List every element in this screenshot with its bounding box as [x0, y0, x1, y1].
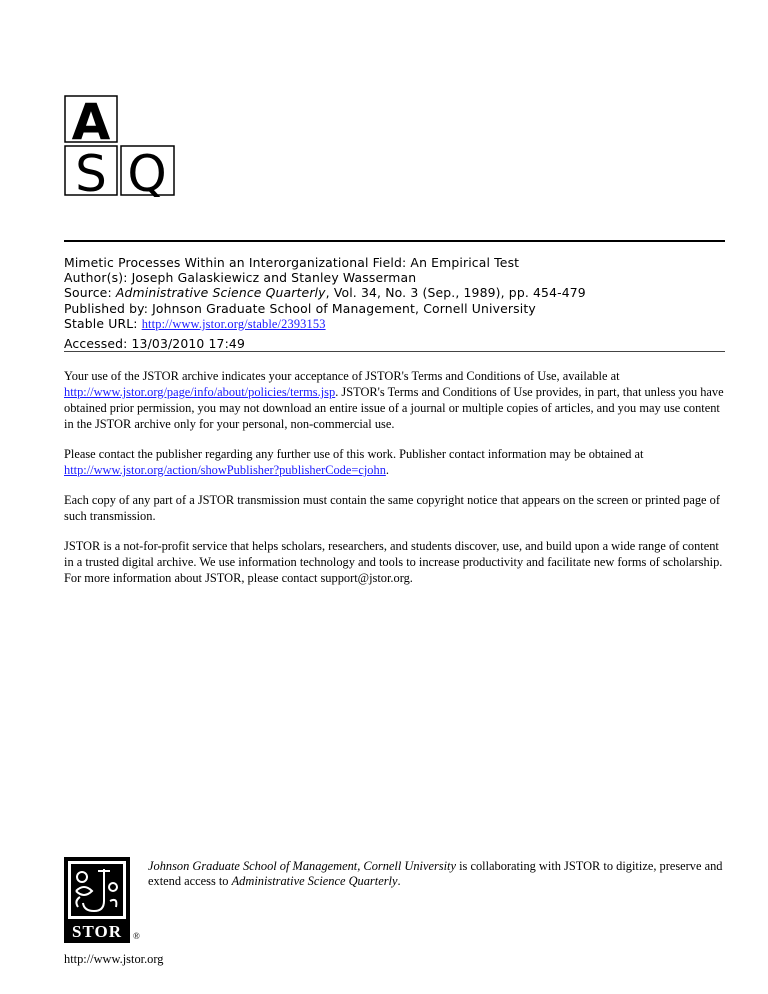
stable-url-link[interactable]: http://www.jstor.org/stable/2393153	[141, 316, 326, 331]
article-source: Source: Administrative Science Quarterly, Vol. 34, No. 3 (Sep., 1989), pp. 454-479	[64, 285, 586, 301]
article-authors: Author(s): Joseph Galaskiewicz and Stanley Wasserman	[64, 270, 417, 286]
logo-letter-s: S	[75, 145, 107, 197]
collab-publisher: Johnson Graduate School of Management, Cornell University	[148, 859, 456, 873]
terms-paragraph-1: Your use of the JSTOR archive indicates your acceptance of JSTOR's Terms and Conditions of Use, available at http://www.jstor.org/page/info/about/policies/terms.jsp. JSTOR's Terms and Conditions of Use provides, in part, that unless you have obtained prior permission, you may not download an entire issue of a journal or multiple copies of articles, and you may use content in the JSTOR archive only for your personal, non-commercial use.	[64, 369, 724, 431]
jstor-logo-text: STOR	[72, 922, 122, 941]
citation-block	[64, 255, 586, 351]
collaboration-notice: Johnson Graduate School of Management, Cornell University is collaborating with JSTOR to digitize, preserve and extend access to Administrative Science Quarterly.	[148, 859, 723, 888]
publisher-contact-link[interactable]: http://www.jstor.org/action/showPublisher?publisherCode=cjohn	[64, 463, 386, 477]
terms-link[interactable]: http://www.jstor.org/page/info/about/policies/terms.jsp	[64, 385, 336, 399]
jstor-url[interactable]: http://www.jstor.org	[64, 952, 164, 966]
accessed-date: Accessed: 13/03/2010 17:49	[64, 336, 245, 352]
asq-journal-logo	[64, 95, 176, 197]
terms-notice	[64, 368, 726, 600]
citation-divider	[64, 351, 725, 352]
top-divider	[64, 240, 725, 242]
terms-paragraph-3: Each copy of any part of a JSTOR transmission must contain the same copyright notice that appears on the screen or printed page of such transmission.	[64, 493, 720, 523]
article-title: Mimetic Processes Within an Interorganizational Field: An Empirical Test	[64, 255, 520, 270]
article-publisher: Published by: Johnson Graduate School of Management, Cornell University	[64, 300, 536, 316]
terms-paragraph-2: Please contact the publisher regarding any further use of this work. Publisher contact information may be obtained at http://www.jstor.org/action/showPublisher?publisherCode=cjohn.	[64, 447, 644, 477]
stable-url-line: Stable URL: http://www.jstor.org/stable/2393153	[64, 315, 326, 331]
logo-letter-a: A	[71, 95, 111, 151]
registered-mark: ®	[133, 931, 140, 941]
jstor-logo	[64, 857, 130, 943]
collab-journal: Administrative Science Quarterly	[231, 874, 398, 888]
terms-paragraph-4: JSTOR is a not-for-profit service that helps scholars, researchers, and students discover, use, and build upon a wide range of content in a trusted digital archive. We use information technology and tools to increase productivity and facilitate new forms of scholarship. For more information about JSTOR, please contact support@jstor.org.	[64, 539, 723, 585]
logo-letter-q: Q	[127, 145, 167, 197]
source-journal: Administrative Science Quarterly	[115, 285, 326, 301]
